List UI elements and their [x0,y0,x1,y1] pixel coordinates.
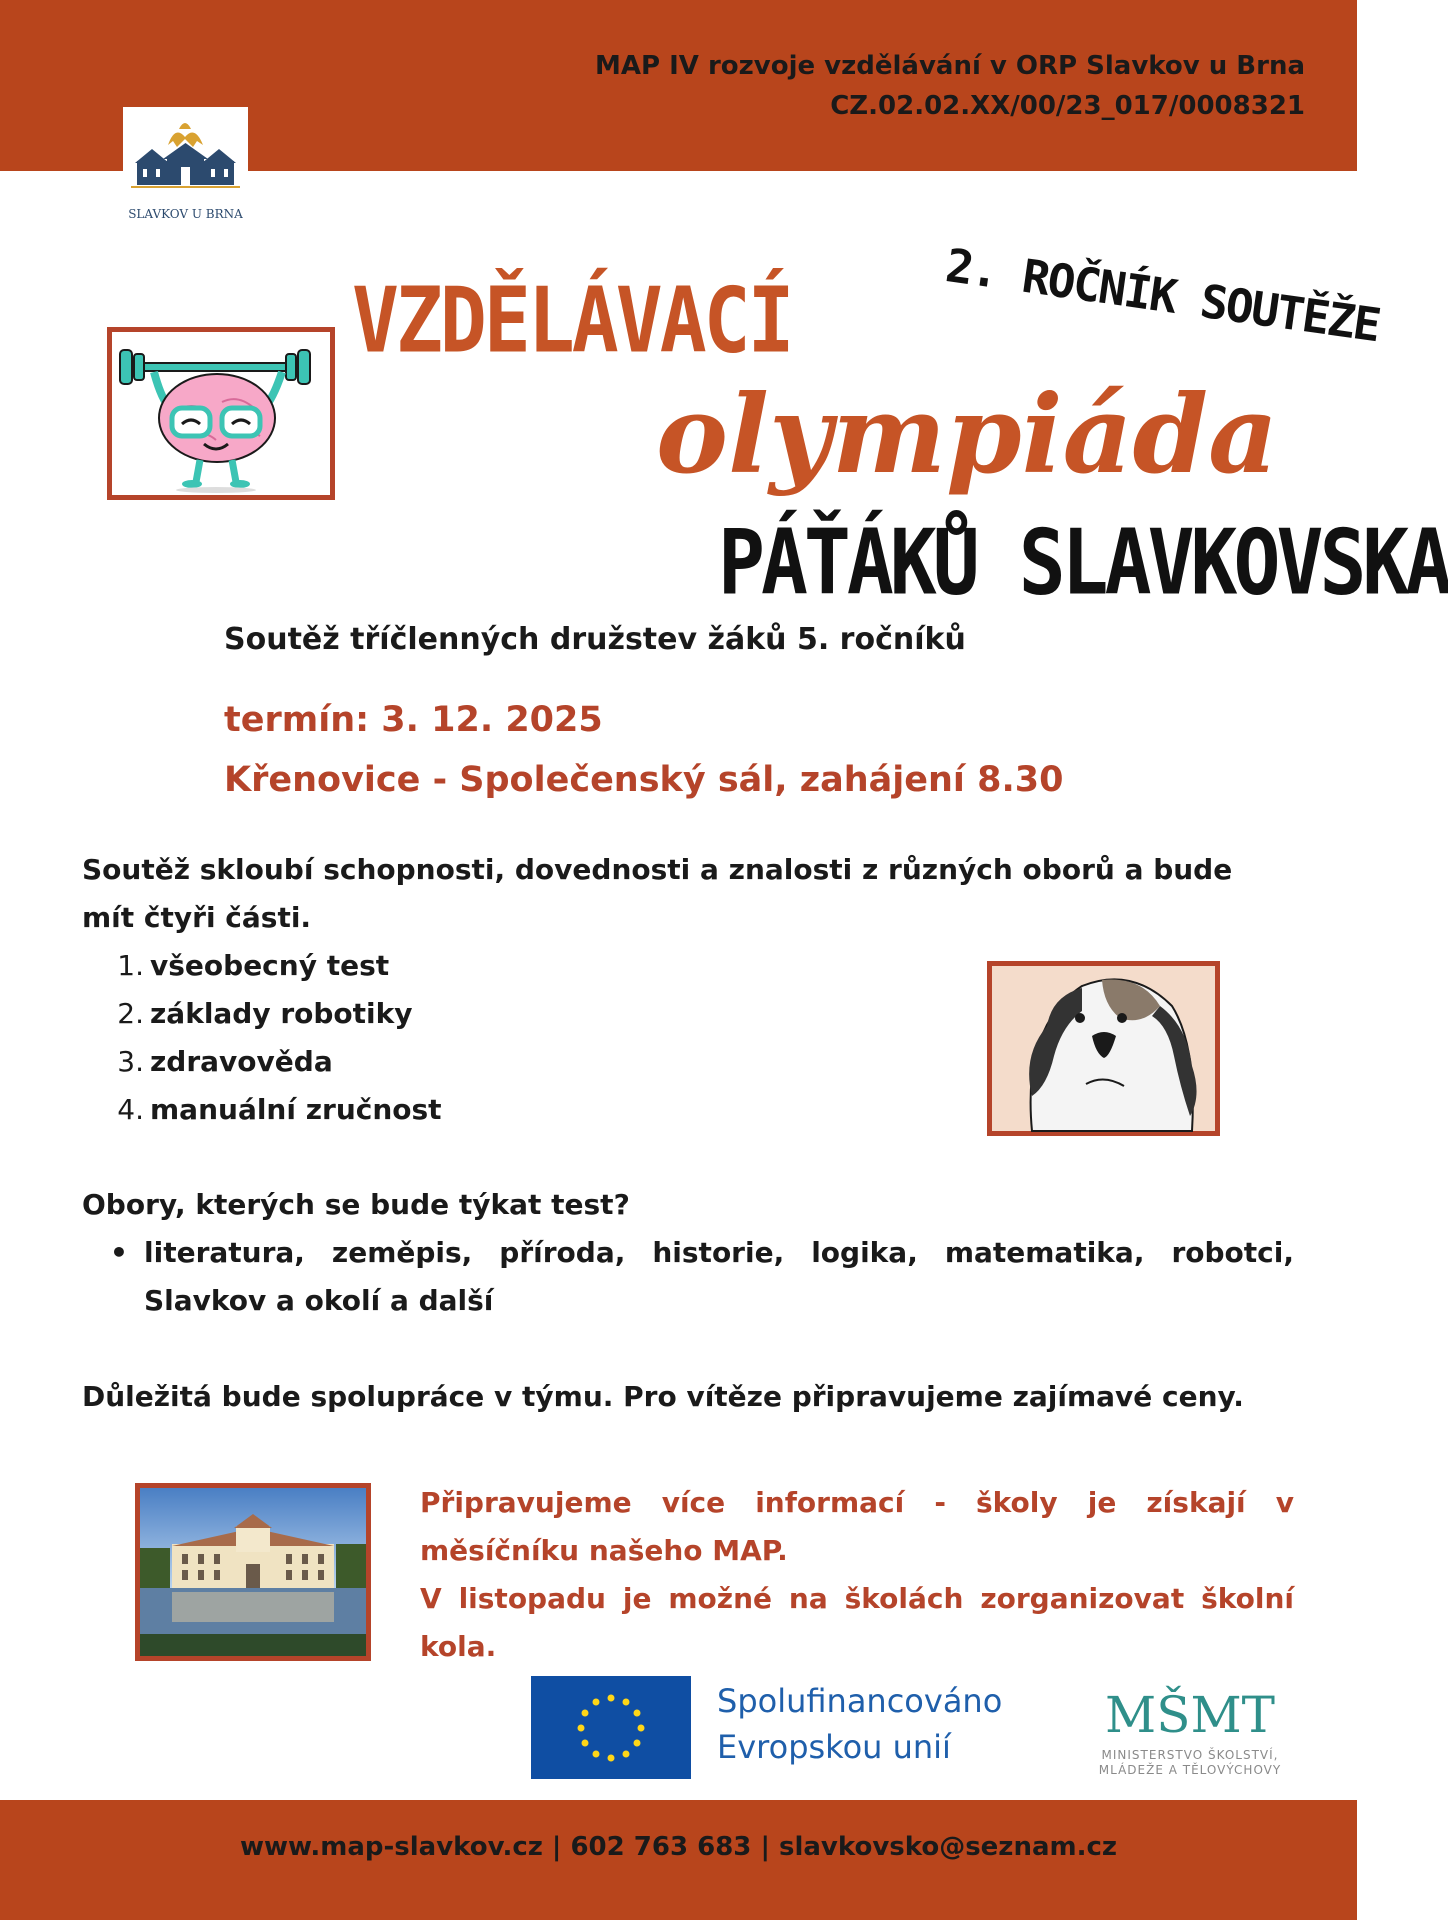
msmt-mark-icon [1070,1670,1310,1746]
castle-photo [135,1483,371,1661]
project-code: CZ.02.02.XX/00/23_017/0008321 [830,91,1305,121]
dog-illustration [987,961,1220,1136]
weightlifting-brain-icon [112,332,330,495]
competition-parts-list [110,942,442,1134]
list-item [110,1086,442,1134]
title-line-2: olympiáda [656,372,1279,498]
info-paragraph-1: Připravujeme více informací - školy je získají v měsíčníku našeho MAP. [420,1486,1294,1567]
msmt-line-1: MINISTERSTVO ŠKOLSTVÍ, [1101,1748,1279,1762]
list-label: manuální zručnost [150,1093,442,1126]
event-venue: Křenovice - Společenský sál, zahájení 8.30 [224,760,1064,800]
list-item [110,990,442,1038]
test-question: Obory, kterých se bude týkat test? [82,1188,630,1221]
list-number: 2. [117,997,144,1030]
edition-label: 2. ROČNÍK SOUTĚŽE [942,238,1383,353]
brain-illustration [107,327,335,500]
project-header [595,46,1305,126]
bullet-icon: • [110,1236,128,1269]
test-fields [110,1229,1294,1325]
eu-line-1: Spolufinancováno [717,1682,1003,1720]
logo-caption: SLAVKOV U BRNA [128,207,243,221]
teamwork-note: Důležitá bude spolupráce v týmu. Pro vítěze připravujeme zajímavé ceny. [82,1380,1244,1413]
list-label: zdravověda [150,1045,333,1078]
msmt-mark: MŠMT [1105,1686,1275,1744]
msmt-caption [1070,1748,1310,1778]
list-number: 1. [117,949,144,982]
event-date: termín: 3. 12. 2025 [224,700,603,740]
footer-contacts: www.map-slavkov.cz | 602 763 683 | slavkovsko@seznam.cz [239,1832,1118,1862]
title-line-1: VZDĚLÁVACÍ [352,270,792,374]
info-paragraphs [420,1479,1294,1671]
castle-image-icon [140,1488,366,1656]
list-item [110,942,442,990]
eu-stars-icon [531,1676,691,1779]
list-label: základy robotiky [150,997,413,1030]
slavkov-logo [123,107,248,233]
list-number: 3. [117,1045,144,1078]
title-line-3: PÁŤÁKŮ SLAVKOVSKA [718,512,1448,616]
msmt-line-2: MLÁDEŽE A TĚLOVÝCHOVY [1098,1763,1282,1777]
fields-text: literatura, zeměpis, příroda, historie, logika, matematika, robotci, Slavkov a okolí a další [144,1236,1294,1317]
project-line: MAP IV rozvoje vzdělávání v ORP Slavkov u Brna [595,51,1305,81]
dog-face-icon [992,966,1215,1131]
msmt-logo [1070,1670,1310,1785]
eu-flag-icon [531,1676,691,1779]
intro-paragraph: Soutěž skloubí schopnosti, dovednosti a znalosti z různých oborů a bude mít čtyři části. [82,853,1233,934]
eu-cofinancing-label [717,1678,1002,1770]
list-label: všeobecný test [150,949,390,982]
list-number: 4. [117,1093,144,1126]
info-paragraph-2: V listopadu je možné na školách zorganizovat školní kola. [420,1582,1294,1663]
competition-subtitle: Soutěž tříčlenných družstev žáků 5. ročníků [224,622,966,657]
slavkov-coat-of-arms-icon [123,107,248,207]
eu-line-2: Evropskou unií [717,1728,951,1766]
list-item [110,1038,442,1086]
